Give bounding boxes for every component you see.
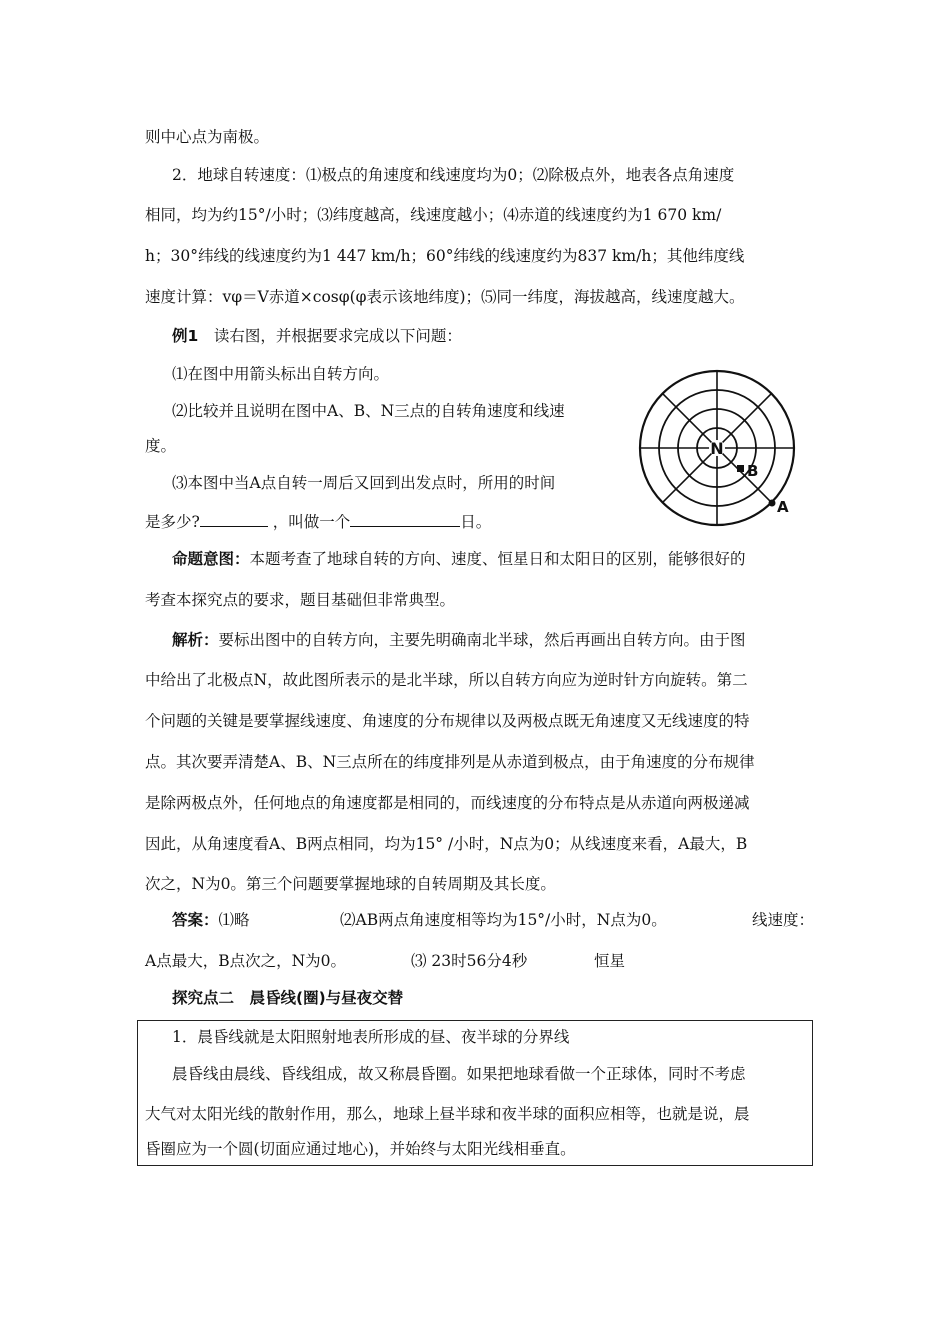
paragraph-line: 个问题的关键是要掌握线速度、角速度的分布规律以及两极点既无角速度又无线速度的特	[145, 712, 750, 730]
label-b: B	[747, 462, 759, 480]
example-label: 例1	[172, 327, 199, 345]
box-line: 昏圈应为一个圆(切面应通过地心)，并始终与太阳光线相垂直。	[145, 1140, 576, 1158]
analysis-text: 要标出图中的自转方向，主要先明确南北半球，然后再画出自转方向。由于图	[218, 631, 746, 649]
question-1: ⑴在图中用箭头标出自转方向。	[172, 365, 390, 383]
label-a: A	[777, 498, 789, 516]
paragraph-line: 因此，从角速度看A、B两点相同，均为15° /小时，N点为0；从线速度来看，A最大，B	[145, 835, 748, 853]
intent-label: 命题意图：	[172, 550, 250, 568]
question-3-cont	[145, 511, 491, 532]
info-box	[137, 1020, 813, 1166]
example-intro-text: 读右图，并根据要求完成以下问题：	[213, 327, 462, 345]
paragraph-line: 则中心点为南极。	[145, 128, 270, 146]
analysis-line	[172, 630, 746, 650]
question-3-end: 日。	[460, 513, 492, 531]
intent-line	[172, 549, 746, 569]
analysis-label: 解析：	[172, 631, 219, 649]
answer-2: ⑵AB两点角速度相等均为15°/小时，N点为0。	[340, 911, 667, 929]
answer-blank-1[interactable]	[200, 511, 268, 527]
question-3-mid: ，叫做一个	[272, 513, 351, 531]
box-line: 晨昏线由晨线、昏线组成，故又称晨昏圈。如果把地球看做一个正球体，同时不考虑	[172, 1065, 746, 1083]
intent-text: 本题考查了地球自转的方向、速度、恒星日和太阳日的区别，能够很好的	[249, 550, 746, 568]
paragraph-line: 点。其次要弄清楚A、B、N三点所在的纬度排列是从赤道到极点，由于角速度的分布规律	[145, 753, 755, 771]
question-3: ⑶本图中当A点自转一周后又回到出发点时，所用的时间	[172, 474, 556, 492]
answer-3: ⑶ 23时56分4秒	[411, 952, 528, 970]
answer-blank-2[interactable]	[350, 511, 460, 527]
answer-label: 答案：	[172, 911, 219, 929]
answer-3-type: 恒星	[594, 952, 626, 970]
answer-line-2a: A点最大，B点次之，N为0。	[145, 952, 347, 970]
paragraph-line: 速度计算：vφ＝V赤道×cosφ(φ表示该地纬度)；⑸同一纬度，海拔越高，线速度越大。	[145, 288, 745, 306]
box-line: 1．晨昏线就是太阳照射地表所形成的昼、夜半球的分界线	[172, 1028, 570, 1046]
paragraph-line: 考查本探究点的要求，题目基础但非常典型。	[145, 591, 456, 609]
paragraph-line: h；30°纬线的线速度约为1 447 km/h；60°纬线的线速度约为837 km/h；其他纬度线	[145, 247, 745, 265]
paragraph-line: 是除两极点外，任何地点的角速度都是相同的，而线速度的分布特点是从赤道向两极递减	[145, 794, 750, 812]
answer-1: ⑴略	[218, 911, 250, 929]
paragraph-line: 相同，均为约15°/小时；⑶纬度越高，线速度越小；⑷赤道的线速度约为1 670 km/	[145, 206, 722, 224]
question-2-cont: 度。	[145, 437, 177, 455]
answer-line	[172, 910, 250, 930]
paragraph-line: 2．地球自转速度：⑴极点的角速度和线速度均为0；⑵除极点外，地表各点角速度	[172, 166, 735, 184]
example-intro	[172, 326, 462, 346]
question-2: ⑵比较并且说明在图中A、B、N三点的自转角速度和线速	[172, 402, 565, 420]
label-n: N	[710, 439, 724, 458]
paragraph-line: 中给出了北极点N，故此图所表示的是北半球，所以自转方向应为逆时针方向旋转。第二	[145, 671, 748, 689]
section-title: 探究点二 晨昏线(圈)与昼夜交替	[172, 989, 404, 1007]
answer-2b: 线速度：	[752, 911, 815, 929]
question-3-start: 是多少?	[145, 513, 200, 531]
polar-diagram	[634, 362, 814, 542]
box-line: 大气对太阳光线的散射作用，那么，地球上昼半球和夜半球的面积应相等，也就是说，晨	[145, 1105, 750, 1123]
paragraph-line: 次之，N为0。第三个问题要掌握地球的自转周期及其长度。	[145, 875, 556, 893]
